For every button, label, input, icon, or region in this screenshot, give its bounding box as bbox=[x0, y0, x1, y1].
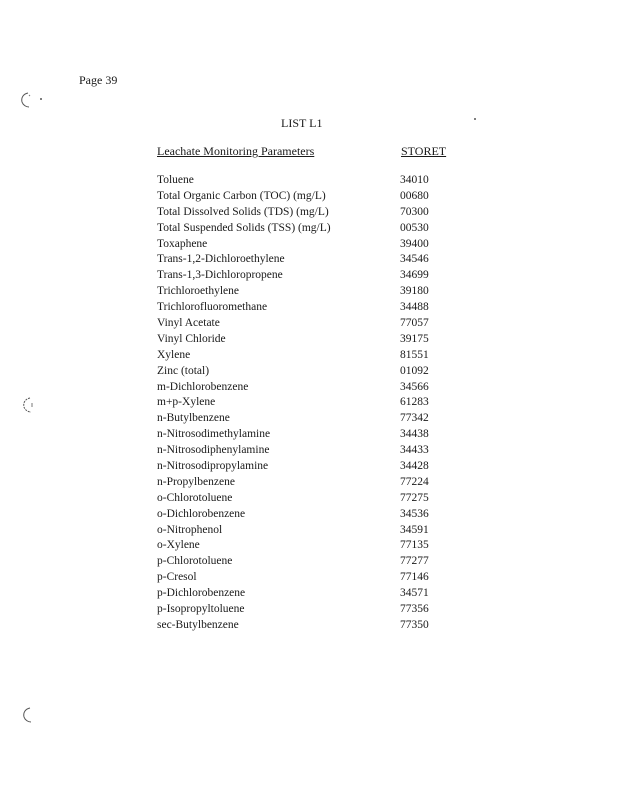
storet-code: 39180 bbox=[400, 285, 429, 298]
list-item bbox=[157, 316, 457, 332]
parameter-name: m+p-Xylene bbox=[157, 396, 216, 409]
list-item bbox=[157, 427, 457, 443]
list-item bbox=[157, 491, 457, 507]
parameter-name: o-Chlorotoluene bbox=[157, 491, 233, 504]
storet-code: 34010 bbox=[400, 174, 429, 186]
parameter-name: Total Dissolved Solids (TDS) (mg/L) bbox=[157, 205, 329, 218]
list-item bbox=[157, 364, 457, 380]
parameter-list bbox=[157, 173, 457, 634]
parameter-name: p-Dichlorobenzene bbox=[157, 587, 246, 600]
parameter-name: Total Organic Carbon (TOC) (mg/L) bbox=[157, 189, 326, 202]
storet-code: 39175 bbox=[400, 332, 429, 345]
storet-code: 77342 bbox=[400, 412, 429, 425]
parameter-name: m-Dichlorobenzene bbox=[157, 380, 249, 393]
list-item bbox=[157, 523, 457, 539]
parameter-name: o-Xylene bbox=[157, 539, 200, 552]
parameter-name: n-Butylbenzene bbox=[157, 412, 230, 425]
list-item bbox=[157, 205, 457, 221]
storet-code: 00530 bbox=[400, 221, 429, 234]
parameter-name: sec-Butylbenzene bbox=[157, 618, 239, 631]
parameter-name: Toluene bbox=[157, 174, 194, 186]
parameter-name: Trichlorofluoromethane bbox=[157, 301, 268, 314]
list-item bbox=[157, 475, 457, 491]
parameter-name: n-Nitrosodipropylamine bbox=[157, 460, 269, 473]
storet-code: 77350 bbox=[400, 618, 429, 631]
parameter-name: n-Propylbenzene bbox=[157, 475, 235, 488]
storet-code: 77275 bbox=[400, 491, 429, 504]
storet-code: 34591 bbox=[400, 523, 429, 536]
list-item bbox=[157, 618, 457, 634]
column-header-storet: STORET bbox=[401, 144, 447, 158]
parameter-name: p-Cresol bbox=[157, 571, 197, 584]
storet-code: 34546 bbox=[400, 253, 429, 266]
hole-punch-mark-icon bbox=[20, 92, 32, 108]
hole-punch-mark-icon bbox=[22, 397, 34, 413]
storet-code: 01092 bbox=[400, 364, 429, 377]
list-item bbox=[157, 268, 457, 284]
list-item bbox=[157, 395, 457, 411]
storet-code: 34438 bbox=[400, 428, 429, 441]
list-item bbox=[157, 570, 457, 586]
storet-code: 00680 bbox=[400, 189, 429, 202]
parameter-name: Toxaphene bbox=[157, 237, 208, 250]
list-item bbox=[157, 554, 457, 570]
list-title: LIST L1 bbox=[281, 116, 323, 130]
parameter-name: n-Nitrosodiphenylamine bbox=[157, 444, 270, 457]
storet-code: 70300 bbox=[400, 205, 429, 218]
storet-code: 39400 bbox=[400, 237, 429, 250]
list-item bbox=[157, 332, 457, 348]
list-item bbox=[157, 300, 457, 316]
storet-code: 77356 bbox=[400, 603, 429, 616]
list-item bbox=[157, 237, 457, 253]
list-item bbox=[157, 284, 457, 300]
parameter-name: n-Nitrosodimethylamine bbox=[157, 428, 271, 441]
list-item bbox=[157, 380, 457, 396]
storet-code: 34433 bbox=[400, 444, 429, 457]
list-item bbox=[157, 189, 457, 205]
storet-code: 77146 bbox=[400, 571, 429, 584]
storet-code: 34571 bbox=[400, 587, 429, 600]
parameter-name: Trichloroethylene bbox=[157, 285, 239, 298]
list-item bbox=[157, 348, 457, 364]
parameter-name: o-Nitrophenol bbox=[157, 523, 223, 536]
storet-code: 77277 bbox=[400, 555, 429, 568]
scan-speck bbox=[40, 98, 42, 100]
page-number: Page 39 bbox=[79, 73, 118, 87]
parameter-name: p-Isopropyltoluene bbox=[157, 603, 245, 616]
list-item bbox=[157, 507, 457, 523]
parameter-name: Vinyl Chloride bbox=[157, 332, 226, 345]
storet-code: 34536 bbox=[400, 507, 429, 520]
list-item bbox=[157, 538, 457, 554]
list-item bbox=[157, 411, 457, 427]
parameter-name: o-Dichlorobenzene bbox=[157, 507, 246, 520]
parameter-name: Trans-1,3-Dichloropropene bbox=[157, 269, 283, 282]
list-item bbox=[157, 459, 457, 475]
parameter-name: Vinyl Acetate bbox=[157, 317, 220, 330]
storet-code: 77135 bbox=[400, 539, 429, 552]
storet-code: 34488 bbox=[400, 301, 429, 314]
parameter-name: p-Chlorotoluene bbox=[157, 555, 233, 568]
parameter-name: Trans-1,2-Dichloroethylene bbox=[157, 253, 285, 266]
list-item bbox=[157, 173, 457, 189]
list-item bbox=[157, 602, 457, 618]
list-item bbox=[157, 586, 457, 602]
list-item bbox=[157, 221, 457, 237]
storet-code: 61283 bbox=[400, 396, 429, 409]
storet-code: 34428 bbox=[400, 460, 429, 473]
storet-code: 81551 bbox=[400, 348, 429, 361]
list-item bbox=[157, 252, 457, 268]
storet-code: 34699 bbox=[400, 269, 429, 282]
scan-speck bbox=[474, 118, 476, 120]
storet-code: 34566 bbox=[400, 380, 429, 393]
storet-code: 77224 bbox=[400, 475, 429, 488]
parameter-name: Zinc (total) bbox=[157, 364, 210, 377]
hole-punch-mark-icon bbox=[22, 707, 34, 723]
list-item bbox=[157, 443, 457, 459]
parameter-name: Xylene bbox=[157, 348, 191, 361]
parameter-name: Total Suspended Solids (TSS) (mg/L) bbox=[157, 221, 331, 234]
column-header-parameters: Leachate Monitoring Parameters bbox=[157, 144, 315, 158]
storet-code: 77057 bbox=[400, 317, 429, 330]
